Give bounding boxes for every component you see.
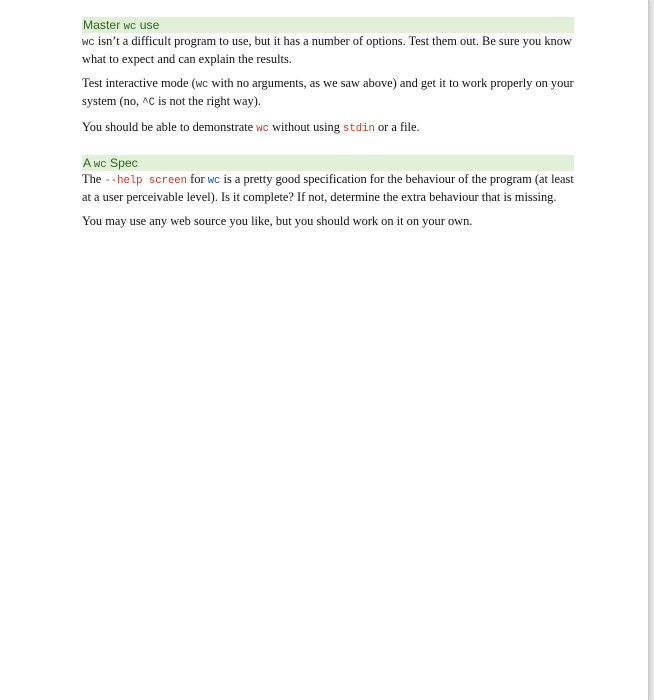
section-master-wc-use: [82, 17, 574, 137]
paragraph-text: You should be able to demonstrate: [82, 120, 254, 134]
section-heading: [82, 17, 574, 33]
paragraph-text: for: [190, 172, 205, 186]
heading-code: wc: [93, 159, 107, 171]
heading-text: Spec: [109, 156, 138, 170]
heading-code: wc: [123, 21, 137, 33]
inline-code: --help screen: [104, 175, 188, 187]
paragraph-text: is a pretty good specification for the behaviour of the program (at least at a user perceivable level). Is it complete? If not, determine the extra behaviour that is missing.: [82, 172, 574, 204]
inline-code: ^C: [142, 97, 155, 109]
section-a-wc-spec: [82, 155, 574, 229]
paragraph: [82, 75, 574, 111]
section-heading: [82, 155, 574, 171]
paragraph-text: or a file.: [377, 120, 420, 134]
heading-text: A: [83, 156, 91, 170]
paragraph: [82, 33, 574, 67]
heading-text: use: [139, 18, 160, 32]
heading-text: Master: [83, 18, 121, 32]
paragraph: [82, 171, 574, 205]
inline-code: stdin: [343, 123, 375, 135]
paragraph: [82, 119, 574, 137]
inline-code: wc: [207, 175, 221, 187]
paragraph: You may use any web source you like, but you should work on it on your own.: [82, 214, 473, 228]
paragraph-text: Test interactive mode (: [82, 76, 196, 90]
paragraph-text: is not the right way).: [158, 94, 261, 108]
paragraph-text: isn’t a difficult program to use, but it has a number of options. Test them out. Be sure you know what to expect and can explain the results.: [82, 34, 572, 66]
inline-code: wc: [82, 37, 95, 49]
paragraph-text: The: [82, 172, 102, 186]
paragraph-text: with no arguments, as we saw above) and get it to work properly on your system (no,: [82, 76, 574, 108]
inline-code: wc: [195, 79, 209, 91]
paragraph-text: without using: [272, 120, 340, 134]
inline-code: wc: [256, 123, 269, 135]
